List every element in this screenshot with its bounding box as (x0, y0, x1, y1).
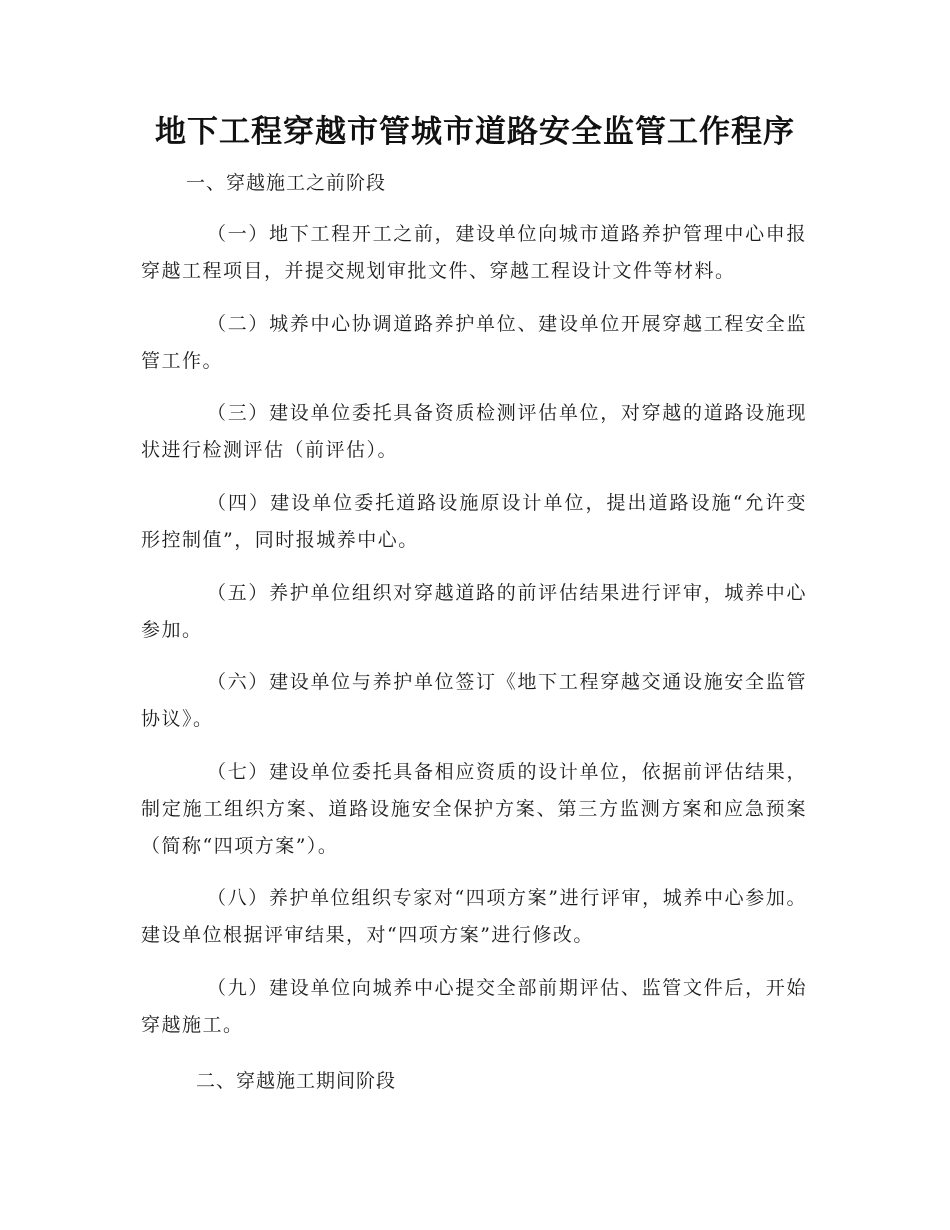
paragraph-item-9: （九）建设单位向城养中心提交全部前期评估、监管文件后，开始穿越施工。 (141, 977, 807, 1036)
section-heading-1: 一、穿越施工之前阶段 (186, 172, 387, 194)
paragraph-item-7: （七）建设单位委托具备相应资质的设计单位，依据前评估结果，制定施工组织方案、道路设施安全保护方案、第三方监测方案和应急预案（简称“四项方案”）。 (141, 761, 807, 857)
paragraph-item-5: （五）养护单位组织对穿越道路的前评估结果进行评审，城养中心参加。 (141, 582, 807, 641)
paragraph-item-3: （三）建设单位委托具备资质检测评估单位，对穿越的道路设施现状进行检测评估（前评估）。 (141, 402, 807, 461)
paragraph-item-8: （八）养护单位组织专家对“四项方案”进行评审，城养中心参加。建设单位根据评审结果，对“四项方案”进行修改。 (141, 887, 807, 946)
paragraph-item-6: （六）建设单位与养护单位签订《地下工程穿越交通设施安全监管协议》。 (141, 671, 807, 730)
paragraph-item-1: （一）地下工程开工之前，建设单位向城市道路养护管理中心申报穿越工程项目，并提交规划审批文件、穿越工程设计文件等材料。 (141, 223, 807, 282)
section-heading-2: 二、穿越施工期间阶段 (196, 1070, 397, 1092)
document-title: 地下工程穿越市管城市道路安全监管工作程序 (155, 114, 795, 150)
paragraph-item-4: （四）建设单位委托道路设施原设计单位，提出道路设施“允许变形控制值”，同时报城养中心。 (141, 492, 807, 551)
paragraph-item-2: （二）城养中心协调道路养护单位、建设单位开展穿越工程安全监管工作。 (141, 313, 807, 372)
